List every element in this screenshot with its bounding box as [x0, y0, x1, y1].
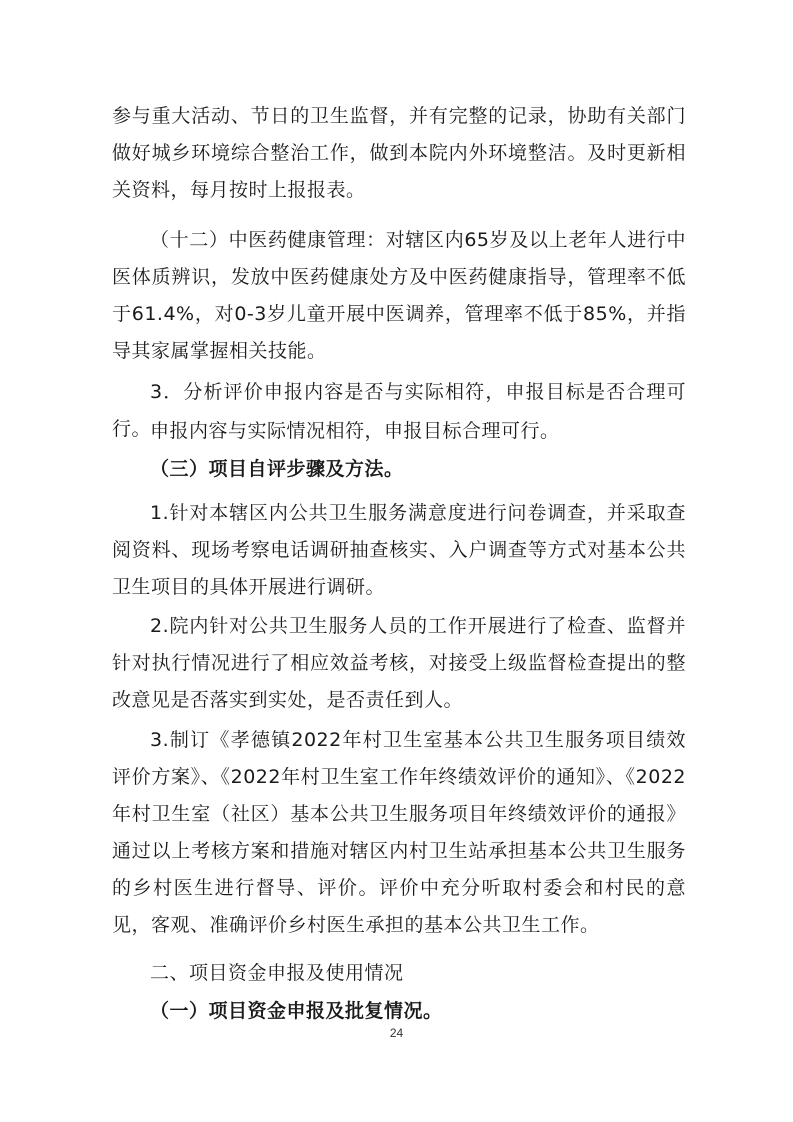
paragraph-health-supervision: 参与重大活动、节日的卫生监督，并有完整的记录，协助有关部门做好城乡环境综合整治工作，做到本院内外环境整洁。及时更新相关资料，每月按时上报报表。	[112, 105, 686, 201]
page-number: 24	[389, 1026, 404, 1040]
heading-fund-approval: （一）项目资金申报及批复情况。	[150, 1000, 443, 1022]
paragraph-step-2: 2.院内针对公共卫生服务人员的工作开展进行了检查、监督并针对执行情况进行了相应效益考核，对接受上级监督检查提出的整改意见是否落实到实处，是否责任到人。	[112, 615, 686, 711]
paragraph-step-3: 3.制订《孝德镇2022年村卫生室基本公共卫生服务项目绩效评价方案》、《2022年村卫生室工作年终绩效评价的通知》、《2022年村卫生室（社区）基本公共卫生服务项目年终绩效评价的通报》通过以上考核方案和措施对辖区内村卫生站承担基本公共卫生服务的乡村医生进行督导、评价。评价中充分听取村委会和村民的意见，客观、准确评价乡村医生承担的基本公共卫生工作。	[112, 729, 686, 936]
paragraph-tcm-health-management: （十二）中医药健康管理：对辖区内65岁及以上老年人进行中医体质辨识，发放中医药健康处方及中医药健康指导，管理率不低于61.4%，对0-3岁儿童开展中医调养，管理率不低于85%，并指导其家属掌握相关技能。	[112, 229, 686, 362]
heading-fund-application: 二、项目资金申报及使用情况	[150, 962, 404, 984]
paragraph-step-1: 1.针对本辖区内公共卫生服务满意度进行问卷调查，并采取查阅资料、现场考察电话调研抽查核实、入户调查等方式对基本公共卫生项目的具体开展进行调研。	[112, 502, 686, 598]
heading-self-evaluation-steps: （三）项目自评步骤及方法。	[150, 458, 404, 480]
paragraph-analysis-evaluation: 3．分析评价申报内容是否与实际相符，申报目标是否合理可行。	[112, 381, 686, 440]
paragraph-analysis-conclusion: 申报内容与实际情况相符，申报目标合理可行。	[150, 420, 560, 442]
